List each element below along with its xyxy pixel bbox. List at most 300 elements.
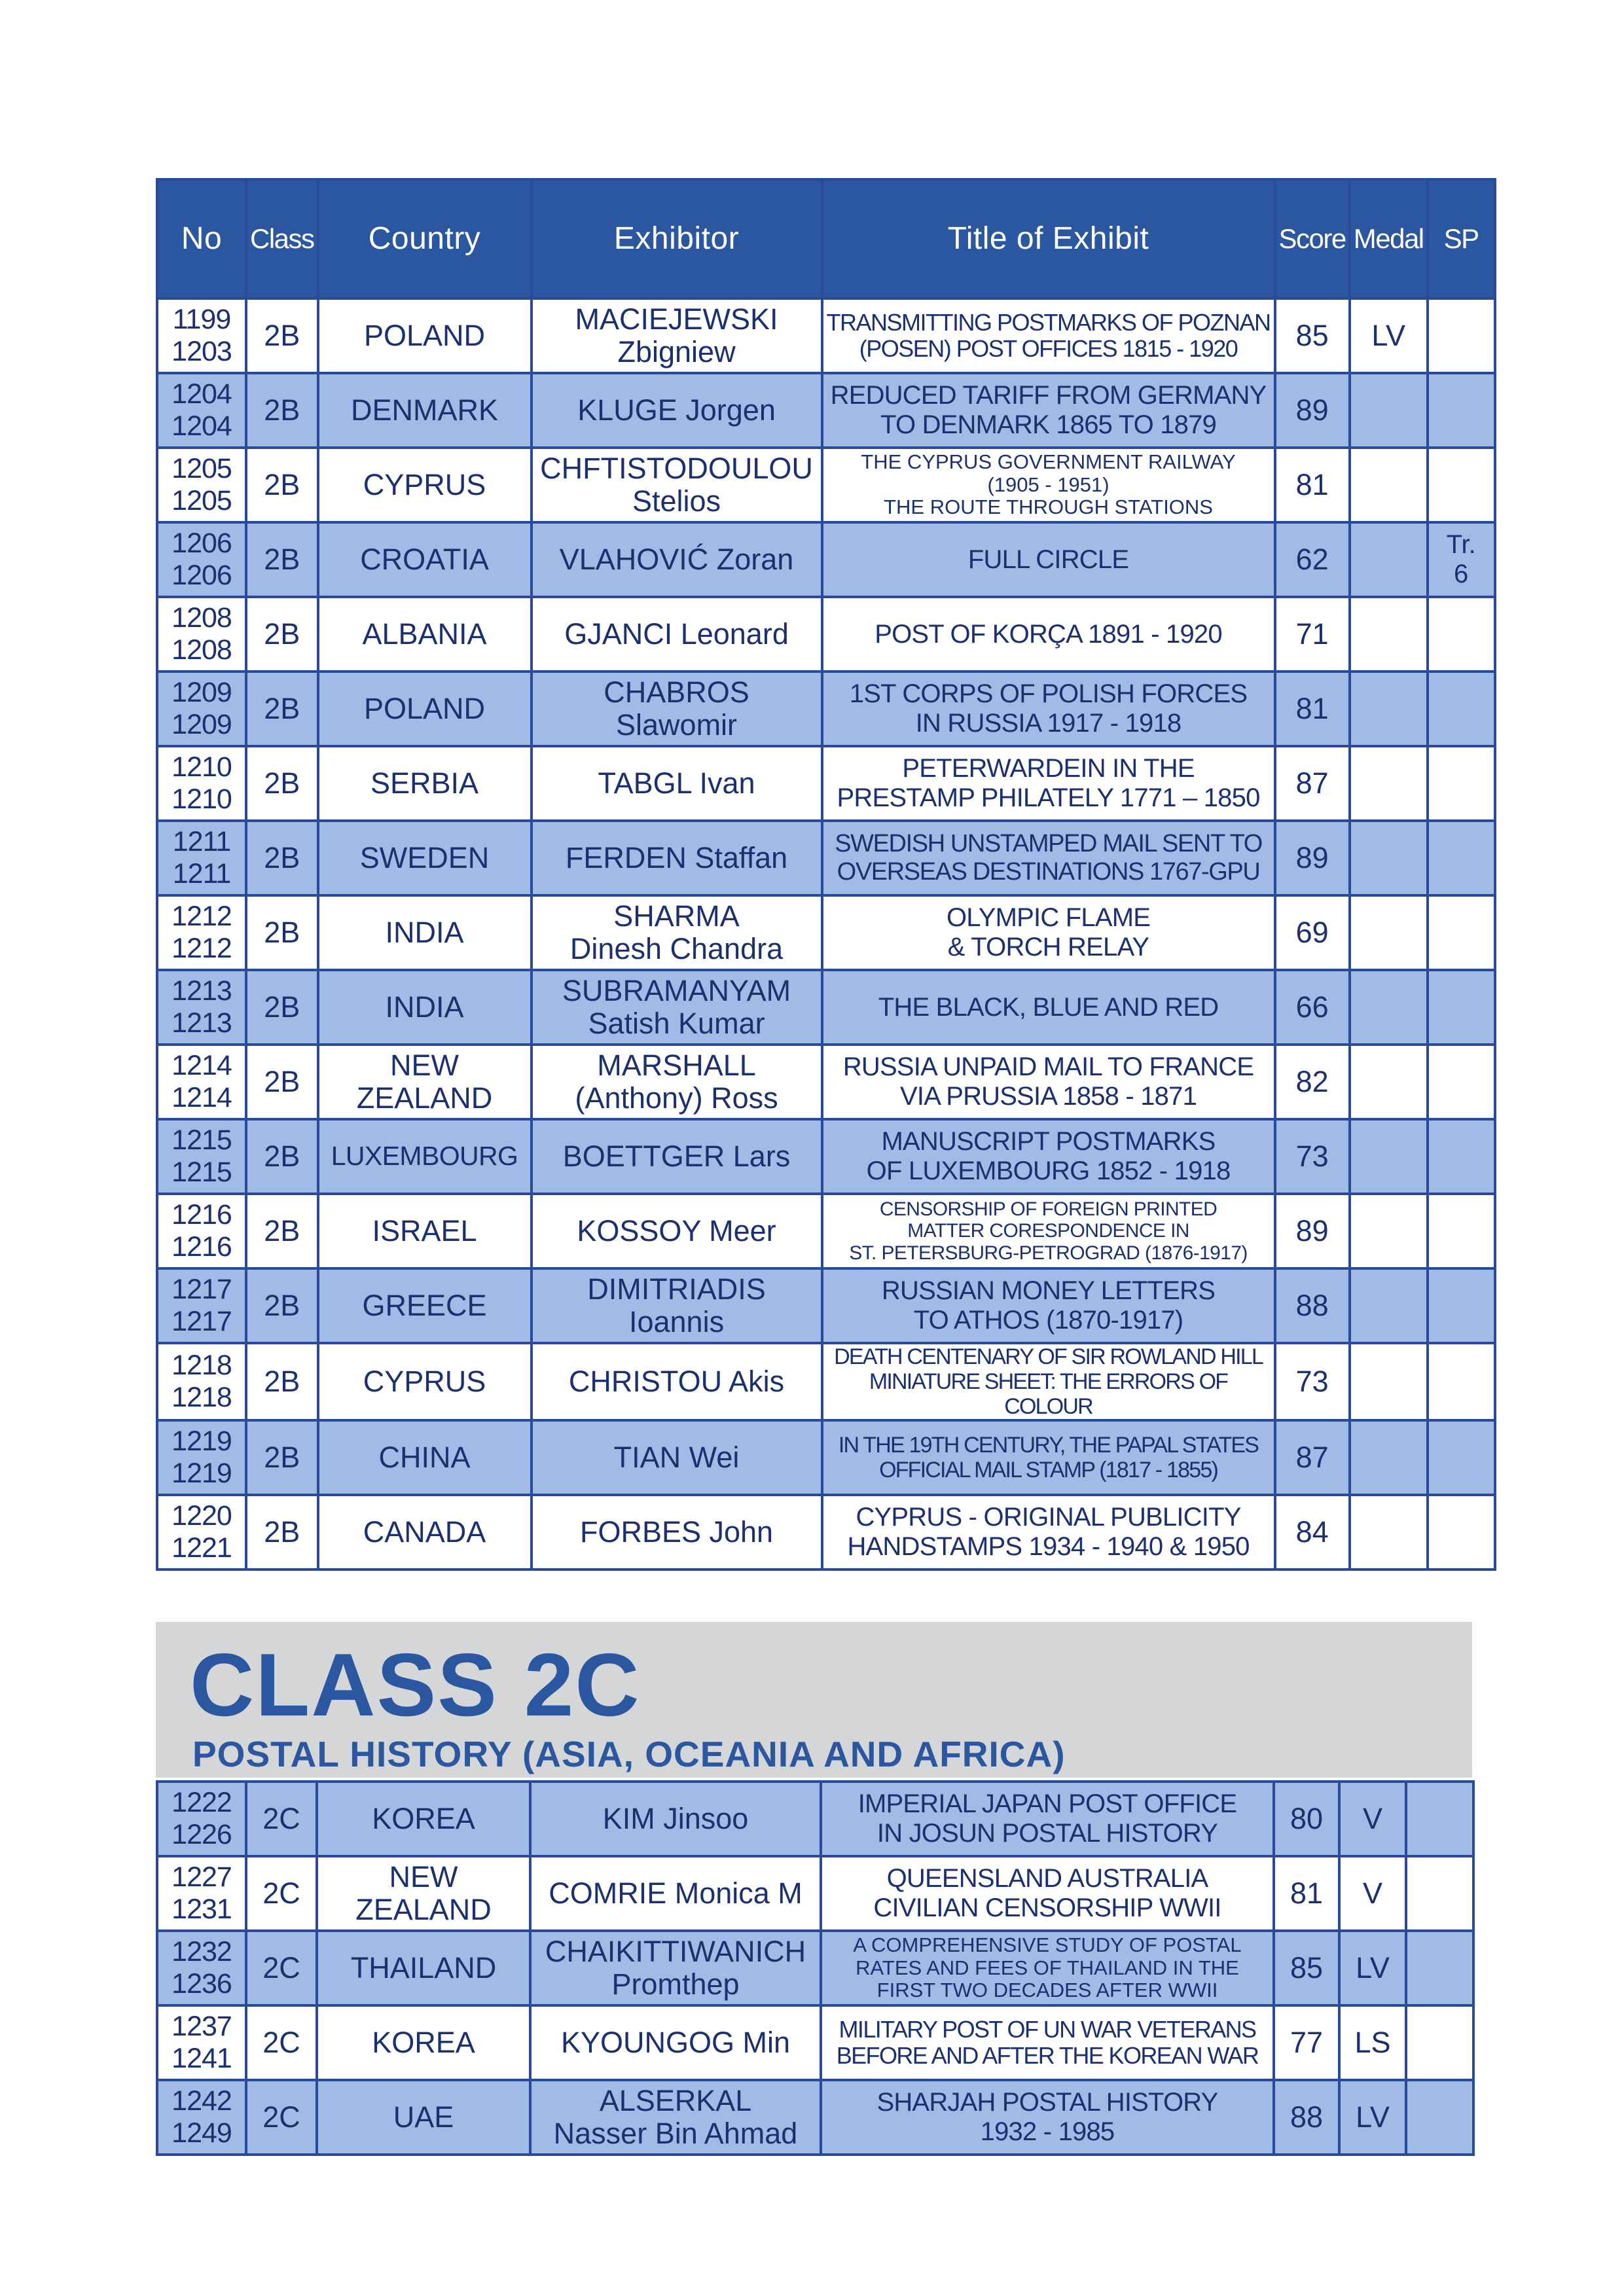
header-no: No (157, 179, 246, 298)
cell-score: 88 (1274, 2080, 1339, 2155)
cell-class: 2B (246, 895, 318, 970)
cell-sp (1406, 2005, 1473, 2080)
class-subheading: POSTAL HISTORY (ASIA, OCEANIA AND AFRICA) (192, 1734, 1066, 1774)
cell-exhibitor (530, 1856, 821, 1931)
table-row (157, 672, 1495, 746)
cell-class: 2B (246, 448, 318, 522)
no-end: 1213 (171, 1007, 232, 1039)
cell-country: INDIA (318, 895, 532, 970)
cell-class: 2C (246, 2005, 317, 2080)
cell-medal (1350, 970, 1428, 1045)
exhibitor-line: DIMITRIADIS (587, 1272, 766, 1306)
title-line: IN JOSUN POSTAL HISTORY (876, 1819, 1218, 1848)
cell-no (157, 895, 246, 970)
cell-exhibitor (532, 672, 822, 746)
cell-class: 2B (246, 1119, 318, 1194)
cell-score: 81 (1274, 1856, 1339, 1931)
cell-class: 2B (246, 746, 318, 821)
title-line: FULL CIRCLE (967, 545, 1129, 574)
exhibitor-line: Slawomir (616, 708, 738, 742)
cell-country: INDIA (318, 970, 532, 1045)
no-start: 1242 (171, 2085, 232, 2117)
no-end: 1211 (172, 858, 231, 889)
no-start: 1217 (171, 1273, 232, 1305)
title-line: TO ATHOS (1870-1917) (913, 1306, 1183, 1335)
cell-title (822, 1194, 1275, 1268)
cell-title (821, 2080, 1274, 2155)
no-start: 1206 (171, 527, 232, 559)
cell-sp (1406, 1931, 1473, 2005)
title-line: OVERSEAS DESTINATIONS 1767-GPU (837, 858, 1260, 886)
cell-exhibitor (532, 1343, 822, 1420)
cell-medal (1350, 373, 1428, 448)
cell-no (157, 1931, 246, 2005)
cell-medal (1350, 821, 1428, 895)
title-line: HANDSTAMPS 1934 - 1940 & 1950 (847, 1532, 1250, 1562)
table-row (157, 1782, 1473, 1856)
no-end: 1208 (171, 634, 232, 666)
results-table-class-2b (156, 178, 1496, 1571)
exhibitor-line: Promthep (611, 1967, 740, 2001)
exhibitor-line: Nasser Bin Ahmad (553, 2117, 798, 2150)
cell-exhibitor (532, 1268, 822, 1343)
title-line: TRANSMITTING POSTMARKS OF POZNAN (826, 308, 1271, 336)
cell-class: 2B (246, 1495, 318, 1570)
cell-title (822, 597, 1275, 672)
cell-sp (1428, 373, 1495, 448)
title-line: IN RUSSIA 1917 - 1918 (915, 709, 1182, 738)
cell-score: 87 (1275, 746, 1350, 821)
table-row (157, 1420, 1495, 1495)
cell-class: 2B (246, 821, 318, 895)
cell-sp (1406, 2080, 1473, 2155)
cell-sp (1428, 1343, 1495, 1420)
cell-score: 81 (1275, 672, 1350, 746)
title-line: 1ST CORPS OF POLISH FORCES (849, 679, 1248, 709)
table-row (157, 1194, 1495, 1268)
title-line: & TORCH RELAY (947, 933, 1149, 961)
exhibitor-line: Dinesh Chandra (569, 932, 784, 965)
cell-exhibitor (532, 298, 822, 373)
cell-country: ISRAEL (318, 1194, 532, 1268)
no-end: 1249 (171, 2117, 232, 2149)
cell-score: 73 (1275, 1343, 1350, 1420)
table-row (157, 821, 1495, 895)
cell-no (157, 970, 246, 1045)
exhibitor-line: VLAHOVIĆ Zoran (559, 542, 794, 576)
cell-exhibitor (530, 1931, 821, 2005)
cell-no (157, 1343, 246, 1420)
exhibitor-line: SUBRAMANYAM (562, 973, 791, 1007)
cell-exhibitor (532, 746, 822, 821)
cell-medal (1350, 1495, 1428, 1570)
cell-score: 73 (1275, 1119, 1350, 1194)
exhibitor-line: BOETTGER Lars (562, 1139, 791, 1173)
no-start: 1219 (171, 1426, 232, 1458)
table-row (157, 1119, 1495, 1194)
cell-class: 2B (246, 522, 318, 597)
cell-no (157, 373, 246, 448)
cell-country: KOREA (317, 1782, 530, 1856)
cell-no (157, 597, 246, 672)
cell-country: POLAND (318, 298, 532, 373)
no-start: 1232 (171, 1935, 232, 1967)
cell-score: 66 (1275, 970, 1350, 1045)
cell-sp (1428, 1119, 1495, 1194)
title-line: (1905 - 1951) (987, 473, 1110, 496)
exhibitor-line: KLUGE Jorgen (577, 393, 776, 427)
cell-medal: LV (1339, 1931, 1406, 2005)
cell-title (822, 746, 1275, 821)
title-line: CYPRUS - ORIGINAL PUBLICITY (856, 1503, 1241, 1532)
cell-medal (1350, 448, 1428, 522)
table-row (157, 597, 1495, 672)
cell-medal: LS (1339, 2005, 1406, 2080)
exhibitor-line: MACIEJEWSKI (575, 302, 778, 336)
cell-title (822, 672, 1275, 746)
cell-medal (1350, 1119, 1428, 1194)
exhibitor-line: CHFTISTODOULOU (540, 451, 813, 485)
cell-class: 2B (246, 1343, 318, 1420)
cell-class: 2B (246, 298, 318, 373)
cell-country: NEW ZEALAND (317, 1856, 530, 1931)
table-row (157, 1045, 1495, 1119)
cell-title (821, 1856, 1274, 1931)
cell-medal: LV (1350, 298, 1428, 373)
cell-score: 85 (1274, 1931, 1339, 2005)
cell-class: 2B (246, 1045, 318, 1119)
cell-exhibitor (530, 2080, 821, 2155)
no-end: 1231 (171, 1893, 232, 1925)
exhibitor-line: (Anthony) Ross (575, 1081, 778, 1115)
cell-sp (1428, 1045, 1495, 1119)
cell-score: 89 (1275, 1194, 1350, 1268)
no-start: 1214 (171, 1049, 232, 1081)
cell-score: 88 (1275, 1268, 1350, 1343)
exhibitor-line: KIM Jinsoo (602, 1801, 749, 1835)
no-end: 1212 (171, 933, 232, 964)
header-score: Score (1275, 179, 1350, 298)
title-line: TO DENMARK 1865 TO 1879 (880, 410, 1217, 439)
no-end: 1216 (171, 1231, 232, 1263)
cell-exhibitor (532, 373, 822, 448)
cell-medal (1350, 1420, 1428, 1495)
cell-score: 89 (1275, 821, 1350, 895)
cell-no (157, 1194, 246, 1268)
table-row (157, 1343, 1495, 1420)
no-end: 1241 (171, 2043, 232, 2074)
no-start: 1199 (172, 303, 231, 335)
no-end: 1204 (171, 410, 232, 442)
title-line: RUSSIA UNPAID MAIL TO FRANCE (842, 1052, 1254, 1082)
cell-no (157, 2080, 246, 2155)
cell-score: 69 (1275, 895, 1350, 970)
title-line: 1932 - 1985 (980, 2117, 1115, 2146)
cell-exhibitor (532, 895, 822, 970)
cell-exhibitor (532, 597, 822, 672)
exhibitor-line: MARSHALL (597, 1048, 756, 1082)
no-end: 1210 (171, 783, 232, 815)
title-line: RATES AND FEES OF THAILAND IN THE (856, 1956, 1239, 1979)
cell-score: 77 (1274, 2005, 1339, 2080)
cell-medal (1350, 1343, 1428, 1420)
no-start: 1210 (171, 751, 232, 783)
title-line: RUSSIAN MONEY LETTERS (881, 1276, 1216, 1306)
title-line: PETERWARDEIN IN THE (902, 754, 1195, 783)
cell-title (822, 373, 1275, 448)
title-line: THE BLACK, BLUE AND RED (878, 992, 1219, 1022)
table-row (157, 373, 1495, 448)
title-line: OFFICIAL MAIL STAMP (1817 - 1855) (879, 1458, 1218, 1483)
cell-exhibitor (530, 2005, 821, 2080)
table-header-row (157, 179, 1495, 298)
title-line: ST. PETERSBURG-PETROGRAD (1876-1917) (849, 1242, 1248, 1264)
title-line: FIRST TWO DECADES AFTER WWII (876, 1979, 1218, 2002)
cell-country: GREECE (318, 1268, 532, 1343)
cell-exhibitor (532, 1194, 822, 1268)
title-line: MANUSCRIPT POSTMARKS (881, 1127, 1216, 1157)
no-start: 1227 (171, 1861, 232, 1893)
cell-no (157, 1268, 246, 1343)
cell-sp (1428, 970, 1495, 1045)
title-line: OF LUXEMBOURG 1852 - 1918 (866, 1157, 1231, 1185)
cell-no (157, 448, 246, 522)
cell-score: 84 (1275, 1495, 1350, 1570)
title-line: REDUCED TARIFF FROM GERMANY (830, 381, 1267, 410)
title-line: PRESTAMP PHILATELY 1771 – 1850 (837, 783, 1260, 812)
table-row (157, 1268, 1495, 1343)
cell-score: 82 (1275, 1045, 1350, 1119)
cell-sp (1428, 1495, 1495, 1570)
cell-sp (1428, 448, 1495, 522)
cell-no (157, 746, 246, 821)
cell-score: 89 (1275, 373, 1350, 448)
cell-medal (1350, 672, 1428, 746)
exhibitor-line: COMRIE Monica M (549, 1876, 803, 1910)
title-line: SWEDISH UNSTAMPED MAIL SENT TO (835, 830, 1262, 858)
cell-medal: V (1339, 1782, 1406, 1856)
cell-sp (1428, 821, 1495, 895)
no-end: 1221 (171, 1532, 232, 1564)
cell-sp (1406, 1782, 1473, 1856)
sp-line: Tr. (1446, 530, 1476, 560)
exhibitor-line: GJANCI Leonard (564, 617, 789, 651)
no-start: 1216 (171, 1198, 232, 1230)
cell-sp (1406, 1856, 1473, 1931)
cell-sp (1428, 672, 1495, 746)
exhibitor-line: FORBES John (579, 1515, 774, 1549)
cell-title (822, 821, 1275, 895)
cell-country: SERBIA (318, 746, 532, 821)
cell-country: CANADA (318, 1495, 532, 1570)
no-start: 1237 (171, 2010, 232, 2042)
cell-exhibitor (532, 522, 822, 597)
cell-score: 87 (1275, 1420, 1350, 1495)
cell-country: CYPRUS (318, 1343, 532, 1420)
title-line: THE ROUTE THROUGH STATIONS (884, 495, 1213, 519)
cell-country: POLAND (318, 672, 532, 746)
no-end: 1217 (171, 1306, 232, 1337)
table-row (157, 522, 1495, 597)
cell-country: UAE (317, 2080, 530, 2155)
exhibitor-line: FERDEN Staffan (565, 840, 788, 874)
cell-class: 2B (246, 373, 318, 448)
cell-sp (1428, 1420, 1495, 1495)
cell-no (157, 2005, 246, 2080)
cell-no (157, 1782, 246, 1856)
cell-sp (1428, 522, 1495, 597)
cell-country: CHINA (318, 1420, 532, 1495)
cell-title (822, 522, 1275, 597)
title-line: IN THE 19TH CENTURY, THE PAPAL STATES (838, 1433, 1259, 1458)
table-row (157, 1931, 1473, 2005)
cell-no (157, 298, 246, 373)
cell-exhibitor (532, 1045, 822, 1119)
cell-country: CYPRUS (318, 448, 532, 522)
cell-exhibitor (532, 448, 822, 522)
no-end: 1206 (171, 560, 232, 591)
exhibitor-line: ALSERKAL (599, 2083, 752, 2117)
exhibitor-line: KYOUNGOG Min (560, 2025, 791, 2059)
cell-no (157, 1420, 246, 1495)
cell-no (157, 522, 246, 597)
cell-medal: LV (1339, 2080, 1406, 2155)
exhibitor-line: SHARMA (613, 899, 740, 933)
cell-sp (1428, 895, 1495, 970)
no-end: 1205 (171, 485, 232, 516)
cell-medal (1350, 597, 1428, 672)
no-end: 1226 (171, 1819, 232, 1850)
title-line: MINIATURE SHEET: THE ERRORS OF COLOUR (869, 1369, 1228, 1420)
cell-title (822, 1268, 1275, 1343)
title-line: CIVILIAN CENSORSHIP WWII (873, 1893, 1221, 1922)
cell-class: 2B (246, 1194, 318, 1268)
header-country: Country (318, 179, 532, 298)
cell-medal (1350, 746, 1428, 821)
cell-medal (1350, 1268, 1428, 1343)
exhibitor-line: KOSSOY Meer (577, 1213, 776, 1247)
results-table-class-2c (156, 1780, 1475, 2156)
no-start: 1209 (171, 676, 232, 708)
cell-title (822, 895, 1275, 970)
table-row (157, 448, 1495, 522)
cell-title (821, 1931, 1274, 2005)
title-line: DEATH CENTENARY OF SIR ROWLAND HILL (834, 1344, 1263, 1369)
cell-no (157, 1045, 246, 1119)
cell-score: 81 (1275, 448, 1350, 522)
header-exhibitor: Exhibitor (532, 179, 822, 298)
table-row (157, 1856, 1473, 1931)
cell-country: CROATIA (318, 522, 532, 597)
cell-class: 2C (246, 1856, 317, 1931)
cell-score: 85 (1275, 298, 1350, 373)
header-sp: SP (1428, 179, 1495, 298)
class-heading: CLASS 2C (190, 1635, 641, 1734)
cell-no (157, 1856, 246, 1931)
cell-title (822, 1119, 1275, 1194)
cell-class: 2C (246, 2080, 317, 2155)
no-end: 1214 (171, 1082, 232, 1113)
cell-title (821, 1782, 1274, 1856)
no-end: 1209 (171, 709, 232, 740)
cell-no (157, 1119, 246, 1194)
exhibitor-line: CHRISTOU Akis (568, 1364, 785, 1398)
table-row (157, 746, 1495, 821)
cell-exhibitor (532, 1119, 822, 1194)
exhibitor-line: Satish Kumar (588, 1007, 765, 1040)
title-line: MATTER CORESPONDENCE IN (907, 1220, 1189, 1242)
cell-score: 71 (1275, 597, 1350, 672)
title-line: BEFORE AND AFTER THE KOREAN WAR (836, 2042, 1259, 2069)
table-row (157, 1495, 1495, 1570)
cell-medal: V (1339, 1856, 1406, 1931)
cell-medal (1350, 895, 1428, 970)
no-start: 1220 (171, 1500, 232, 1532)
cell-class: 2B (246, 970, 318, 1045)
title-line: QUEENSLAND AUSTRALIA (886, 1864, 1208, 1893)
title-line: CENSORSHIP OF FOREIGN PRINTED (879, 1198, 1218, 1220)
no-end: 1203 (171, 336, 232, 367)
title-line: IMPERIAL JAPAN POST OFFICE (857, 1789, 1237, 1819)
table-row (157, 2080, 1473, 2155)
no-start: 1222 (171, 1786, 232, 1818)
cell-country: LUXEMBOURG (318, 1119, 532, 1194)
cell-medal (1350, 1045, 1428, 1119)
cell-sp (1428, 298, 1495, 373)
no-end: 1215 (171, 1157, 232, 1188)
title-line: MILITARY POST OF UN WAR VETERANS (839, 2015, 1256, 2043)
no-start: 1204 (171, 378, 232, 410)
title-line: THE CYPRUS GOVERNMENT RAILWAY (861, 450, 1236, 473)
title-line: A COMPREHENSIVE STUDY OF POSTAL (853, 1933, 1242, 1956)
cell-medal (1350, 1194, 1428, 1268)
header-class: Class (246, 179, 318, 298)
no-start: 1215 (171, 1124, 232, 1156)
no-start: 1218 (171, 1350, 232, 1382)
cell-sp (1428, 597, 1495, 672)
exhibitor-line: TIAN Wei (613, 1441, 740, 1475)
cell-class: 2B (246, 1420, 318, 1495)
no-end: 1218 (171, 1382, 232, 1414)
cell-exhibitor (530, 1782, 821, 1856)
exhibitor-line: Zbigniew (617, 335, 736, 368)
header-title: Title of Exhibit (822, 179, 1275, 298)
no-end: 1236 (171, 1968, 232, 2000)
cell-country: SWEDEN (318, 821, 532, 895)
header-medal: Medal (1350, 179, 1428, 298)
cell-country: KOREA (317, 2005, 530, 2080)
cell-score: 80 (1274, 1782, 1339, 1856)
cell-exhibitor (532, 1495, 822, 1570)
cell-title (822, 1343, 1275, 1420)
table-row (157, 298, 1495, 373)
title-line: SHARJAH POSTAL HISTORY (876, 2088, 1218, 2117)
exhibitor-line: Ioannis (628, 1305, 725, 1338)
cell-no (157, 1495, 246, 1570)
sp-line: 6 (1454, 560, 1469, 588)
cell-no (157, 821, 246, 895)
cell-title (822, 1495, 1275, 1570)
cell-country: ALBANIA (318, 597, 532, 672)
cell-sp (1428, 1268, 1495, 1343)
no-start: 1205 (171, 452, 232, 484)
cell-title (822, 298, 1275, 373)
cell-title (822, 970, 1275, 1045)
table-row (157, 895, 1495, 970)
exhibitor-line: TABGL Ivan (598, 766, 755, 800)
cell-class: 2B (246, 597, 318, 672)
cell-score: 62 (1275, 522, 1350, 597)
